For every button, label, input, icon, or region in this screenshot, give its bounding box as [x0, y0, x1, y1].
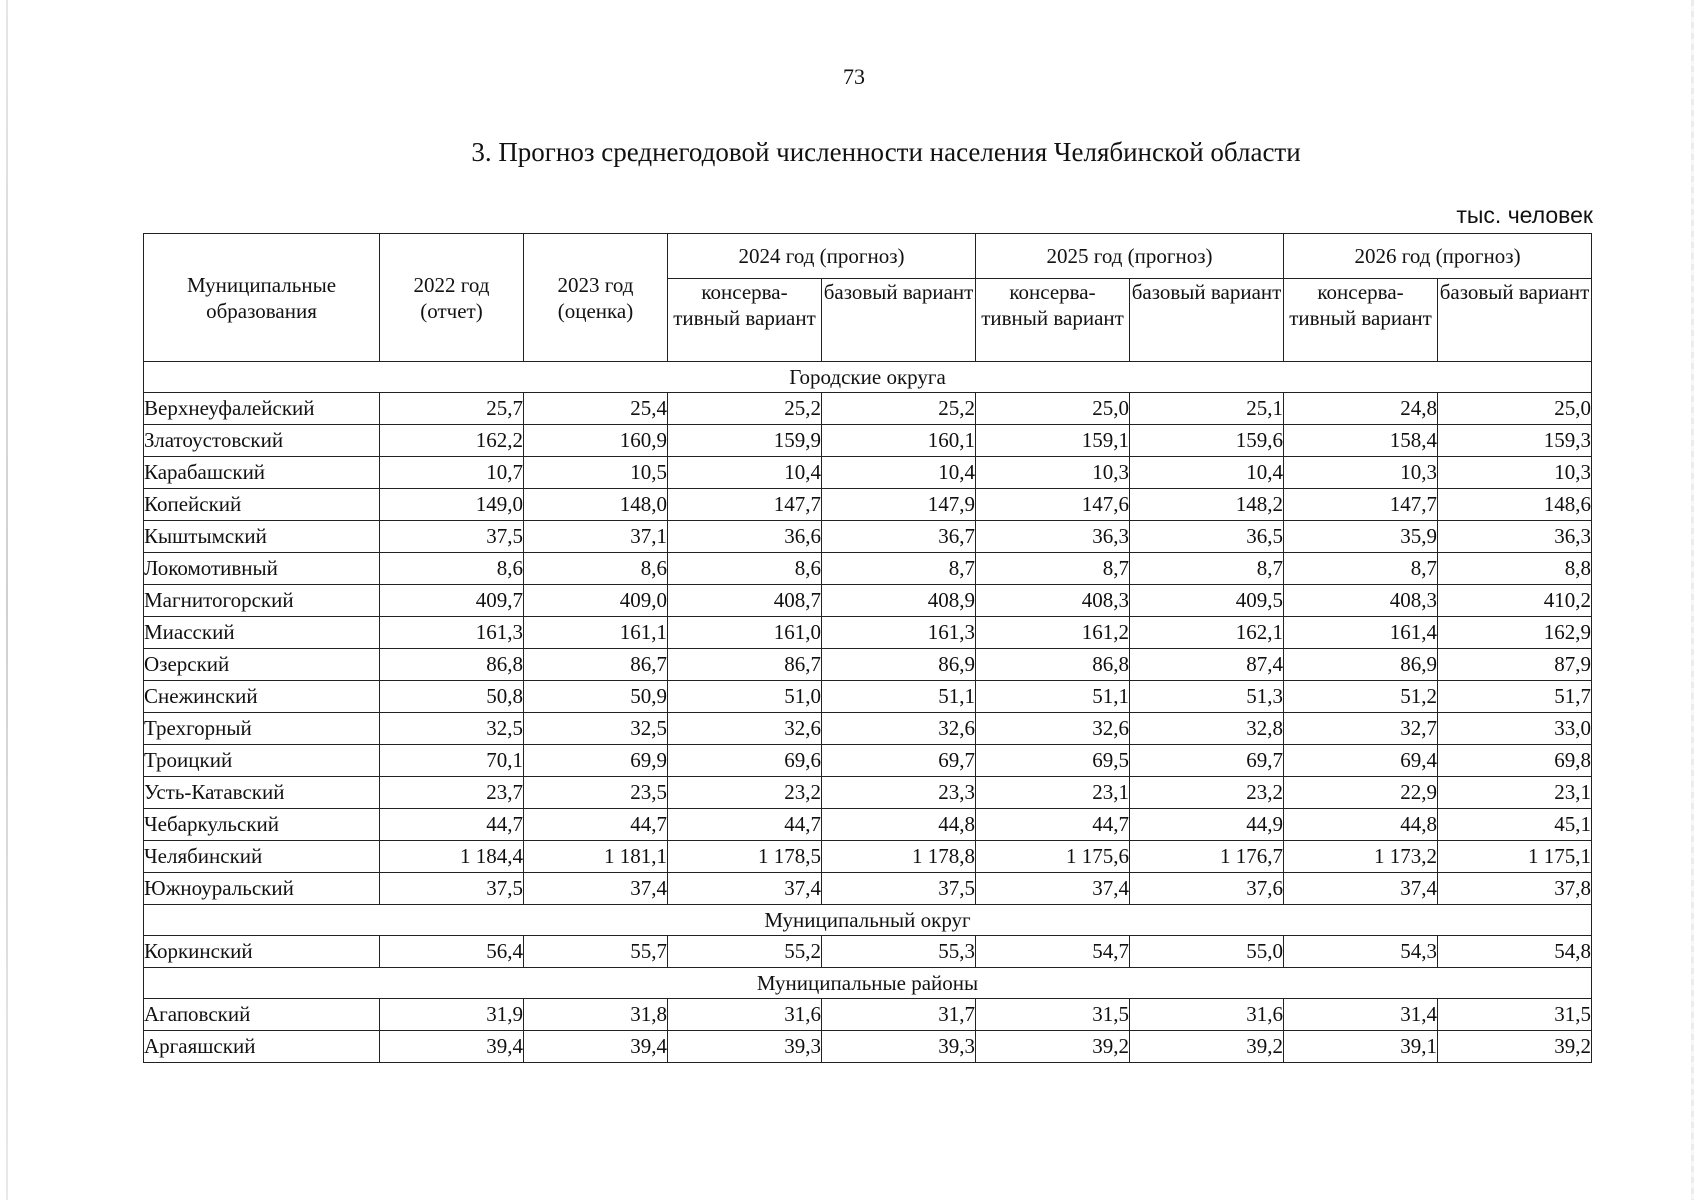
- value-cell: 24,8: [1284, 393, 1438, 425]
- value-cell: 51,0: [668, 681, 822, 713]
- value-cell: 86,7: [668, 649, 822, 681]
- value-cell: 33,0: [1438, 713, 1592, 745]
- table-row: [144, 585, 1592, 617]
- value-cell: 8,7: [1130, 553, 1284, 585]
- value-cell: 10,4: [822, 457, 976, 489]
- value-cell: 147,9: [822, 489, 976, 521]
- value-cell: 36,3: [976, 521, 1130, 553]
- municipality-name: Аргаяшский: [144, 1031, 380, 1063]
- header-municipal: Муниципальные образования: [144, 234, 380, 362]
- scan-edge-left: [6, 0, 8, 1200]
- value-cell: 37,4: [524, 873, 668, 905]
- header-2024-base: базовый вариант: [822, 279, 976, 362]
- header-row-years: [144, 234, 1592, 279]
- value-cell: 161,3: [822, 617, 976, 649]
- value-cell: 409,0: [524, 585, 668, 617]
- municipality-name: Златоустовский: [144, 425, 380, 457]
- value-cell: 39,4: [524, 1031, 668, 1063]
- value-cell: 159,9: [668, 425, 822, 457]
- municipality-name: Усть-Катавский: [144, 777, 380, 809]
- value-cell: 1 178,8: [822, 841, 976, 873]
- value-cell: 161,3: [380, 617, 524, 649]
- table-row: [144, 521, 1592, 553]
- population-forecast-table: [143, 233, 1592, 1063]
- table-body: [144, 362, 1592, 1063]
- value-cell: 25,0: [1438, 393, 1592, 425]
- value-cell: 44,7: [524, 809, 668, 841]
- value-cell: 86,8: [976, 649, 1130, 681]
- value-cell: 32,5: [380, 713, 524, 745]
- value-cell: 147,6: [976, 489, 1130, 521]
- value-cell: 25,1: [1130, 393, 1284, 425]
- value-cell: 160,9: [524, 425, 668, 457]
- value-cell: 159,6: [1130, 425, 1284, 457]
- header-2022: 2022 год (отчет): [380, 234, 524, 362]
- table-row: [144, 681, 1592, 713]
- value-cell: 161,4: [1284, 617, 1438, 649]
- value-cell: 51,1: [822, 681, 976, 713]
- municipality-name: Кыштымский: [144, 521, 380, 553]
- municipality-name: Троицкий: [144, 745, 380, 777]
- value-cell: 10,7: [380, 457, 524, 489]
- value-cell: 148,2: [1130, 489, 1284, 521]
- value-cell: 55,3: [822, 936, 976, 968]
- value-cell: 86,9: [822, 649, 976, 681]
- value-cell: 162,2: [380, 425, 524, 457]
- value-cell: 160,1: [822, 425, 976, 457]
- value-cell: 1 176,7: [1130, 841, 1284, 873]
- value-cell: 69,5: [976, 745, 1130, 777]
- value-cell: 23,1: [1438, 777, 1592, 809]
- value-cell: 70,1: [380, 745, 524, 777]
- section-title: Муниципальный округ: [144, 905, 1592, 936]
- value-cell: 39,2: [976, 1031, 1130, 1063]
- value-cell: 55,2: [668, 936, 822, 968]
- municipality-name: Карабашский: [144, 457, 380, 489]
- value-cell: 32,7: [1284, 713, 1438, 745]
- value-cell: 8,6: [524, 553, 668, 585]
- value-cell: 10,3: [1438, 457, 1592, 489]
- value-cell: 86,8: [380, 649, 524, 681]
- section-title: Городские округа: [144, 362, 1592, 393]
- value-cell: 36,5: [1130, 521, 1284, 553]
- value-cell: 162,9: [1438, 617, 1592, 649]
- table-row: [144, 745, 1592, 777]
- value-cell: 39,3: [822, 1031, 976, 1063]
- table-row: [144, 777, 1592, 809]
- municipality-name: Южноуральский: [144, 873, 380, 905]
- value-cell: 37,4: [668, 873, 822, 905]
- value-cell: 10,4: [668, 457, 822, 489]
- value-cell: 8,8: [1438, 553, 1592, 585]
- value-cell: 37,1: [524, 521, 668, 553]
- value-cell: 8,6: [380, 553, 524, 585]
- value-cell: 39,4: [380, 1031, 524, 1063]
- value-cell: 158,4: [1284, 425, 1438, 457]
- value-cell: 36,7: [822, 521, 976, 553]
- value-cell: 31,8: [524, 999, 668, 1031]
- municipality-name: Челябинский: [144, 841, 380, 873]
- table-row: [144, 1031, 1592, 1063]
- value-cell: 44,7: [380, 809, 524, 841]
- municipality-name: Магнитогорский: [144, 585, 380, 617]
- value-cell: 23,2: [1130, 777, 1284, 809]
- municipality-name: Озерский: [144, 649, 380, 681]
- value-cell: 55,7: [524, 936, 668, 968]
- value-cell: 8,7: [976, 553, 1130, 585]
- value-cell: 10,3: [1284, 457, 1438, 489]
- value-cell: 32,6: [668, 713, 822, 745]
- value-cell: 23,3: [822, 777, 976, 809]
- value-cell: 408,3: [1284, 585, 1438, 617]
- value-cell: 87,9: [1438, 649, 1592, 681]
- value-cell: 408,3: [976, 585, 1130, 617]
- table-header: [144, 234, 1592, 362]
- table-row: [144, 999, 1592, 1031]
- value-cell: 22,9: [1284, 777, 1438, 809]
- value-cell: 162,1: [1130, 617, 1284, 649]
- value-cell: 50,8: [380, 681, 524, 713]
- value-cell: 69,7: [1130, 745, 1284, 777]
- header-2025-base: базовый вариант: [1130, 279, 1284, 362]
- value-cell: 10,5: [524, 457, 668, 489]
- municipality-name: Чебаркульский: [144, 809, 380, 841]
- value-cell: 86,7: [524, 649, 668, 681]
- section-row: [144, 905, 1592, 936]
- page-number: 73: [843, 64, 865, 89]
- value-cell: 148,6: [1438, 489, 1592, 521]
- header-2024-conservative: консерва-тивный вариант: [668, 279, 822, 362]
- value-cell: 148,0: [524, 489, 668, 521]
- value-cell: 51,7: [1438, 681, 1592, 713]
- value-cell: 37,6: [1130, 873, 1284, 905]
- value-cell: 44,8: [822, 809, 976, 841]
- value-cell: 51,3: [1130, 681, 1284, 713]
- value-cell: 69,6: [668, 745, 822, 777]
- value-cell: 159,3: [1438, 425, 1592, 457]
- value-cell: 10,4: [1130, 457, 1284, 489]
- value-cell: 32,6: [822, 713, 976, 745]
- value-cell: 1 173,2: [1284, 841, 1438, 873]
- value-cell: 1 175,1: [1438, 841, 1592, 873]
- value-cell: 31,6: [668, 999, 822, 1031]
- value-cell: 37,4: [1284, 873, 1438, 905]
- value-cell: 37,5: [380, 521, 524, 553]
- value-cell: 37,4: [976, 873, 1130, 905]
- value-cell: 25,4: [524, 393, 668, 425]
- value-cell: 409,5: [1130, 585, 1284, 617]
- units-label: тыс. человек: [1456, 202, 1593, 228]
- value-cell: 56,4: [380, 936, 524, 968]
- header-2026: 2026 год (прогноз): [1284, 234, 1592, 279]
- value-cell: 51,1: [976, 681, 1130, 713]
- value-cell: 8,7: [1284, 553, 1438, 585]
- table-row: [144, 713, 1592, 745]
- header-2025-conservative: консерва-тивный вариант: [976, 279, 1130, 362]
- table-row: [144, 393, 1592, 425]
- table-row: [144, 936, 1592, 968]
- value-cell: 23,1: [976, 777, 1130, 809]
- value-cell: 87,4: [1130, 649, 1284, 681]
- value-cell: 31,7: [822, 999, 976, 1031]
- table-row: [144, 617, 1592, 649]
- value-cell: 8,7: [822, 553, 976, 585]
- value-cell: 35,9: [1284, 521, 1438, 553]
- value-cell: 54,3: [1284, 936, 1438, 968]
- value-cell: 1 178,5: [668, 841, 822, 873]
- value-cell: 31,5: [976, 999, 1130, 1031]
- header-2026-conservative: консерва-тивный вариант: [1284, 279, 1438, 362]
- value-cell: 55,0: [1130, 936, 1284, 968]
- value-cell: 39,2: [1130, 1031, 1284, 1063]
- value-cell: 39,1: [1284, 1031, 1438, 1063]
- header-2023: 2023 год (оценка): [524, 234, 668, 362]
- value-cell: 10,3: [976, 457, 1130, 489]
- value-cell: 32,6: [976, 713, 1130, 745]
- value-cell: 1 175,6: [976, 841, 1130, 873]
- value-cell: 37,8: [1438, 873, 1592, 905]
- value-cell: 31,9: [380, 999, 524, 1031]
- header-2025: 2025 год (прогноз): [976, 234, 1284, 279]
- value-cell: 51,2: [1284, 681, 1438, 713]
- value-cell: 50,9: [524, 681, 668, 713]
- municipality-name: Агаповский: [144, 999, 380, 1031]
- value-cell: 54,8: [1438, 936, 1592, 968]
- value-cell: 32,8: [1130, 713, 1284, 745]
- section-row: [144, 362, 1592, 393]
- value-cell: 161,0: [668, 617, 822, 649]
- value-cell: 37,5: [822, 873, 976, 905]
- value-cell: 69,8: [1438, 745, 1592, 777]
- value-cell: 409,7: [380, 585, 524, 617]
- value-cell: 25,7: [380, 393, 524, 425]
- value-cell: 23,2: [668, 777, 822, 809]
- value-cell: 149,0: [380, 489, 524, 521]
- value-cell: 36,6: [668, 521, 822, 553]
- municipality-name: Трехгорный: [144, 713, 380, 745]
- header-2026-base: базовый вариант: [1438, 279, 1592, 362]
- value-cell: 54,7: [976, 936, 1130, 968]
- value-cell: 147,7: [1284, 489, 1438, 521]
- value-cell: 32,5: [524, 713, 668, 745]
- value-cell: 159,1: [976, 425, 1130, 457]
- value-cell: 39,3: [668, 1031, 822, 1063]
- table-row: [144, 809, 1592, 841]
- table-row: [144, 457, 1592, 489]
- value-cell: 25,2: [668, 393, 822, 425]
- document-title: 3. Прогноз среднегодовой численности населения Челябинской области: [471, 137, 1301, 167]
- table-row: [144, 841, 1592, 873]
- value-cell: 1 181,1: [524, 841, 668, 873]
- value-cell: 408,9: [822, 585, 976, 617]
- value-cell: 1 184,4: [380, 841, 524, 873]
- value-cell: 25,2: [822, 393, 976, 425]
- value-cell: 25,0: [976, 393, 1130, 425]
- municipality-name: Снежинский: [144, 681, 380, 713]
- value-cell: 31,6: [1130, 999, 1284, 1031]
- value-cell: 147,7: [668, 489, 822, 521]
- value-cell: 161,1: [524, 617, 668, 649]
- value-cell: 45,1: [1438, 809, 1592, 841]
- scan-edge-right: [1691, 0, 1694, 1200]
- value-cell: 86,9: [1284, 649, 1438, 681]
- value-cell: 8,6: [668, 553, 822, 585]
- value-cell: 161,2: [976, 617, 1130, 649]
- municipality-name: Копейский: [144, 489, 380, 521]
- table-row: [144, 425, 1592, 457]
- municipality-name: Коркинский: [144, 936, 380, 968]
- value-cell: 23,7: [380, 777, 524, 809]
- value-cell: 44,9: [1130, 809, 1284, 841]
- municipality-name: Верхнеуфалейский: [144, 393, 380, 425]
- value-cell: 69,7: [822, 745, 976, 777]
- table-row: [144, 489, 1592, 521]
- value-cell: 39,2: [1438, 1031, 1592, 1063]
- table-row: [144, 553, 1592, 585]
- value-cell: 44,7: [668, 809, 822, 841]
- municipality-name: Локомотивный: [144, 553, 380, 585]
- value-cell: 408,7: [668, 585, 822, 617]
- value-cell: 36,3: [1438, 521, 1592, 553]
- value-cell: 44,8: [1284, 809, 1438, 841]
- value-cell: 23,5: [524, 777, 668, 809]
- value-cell: 69,4: [1284, 745, 1438, 777]
- municipality-name: Миасский: [144, 617, 380, 649]
- table-row: [144, 649, 1592, 681]
- section-row: [144, 968, 1592, 999]
- value-cell: 31,4: [1284, 999, 1438, 1031]
- value-cell: 44,7: [976, 809, 1130, 841]
- value-cell: 37,5: [380, 873, 524, 905]
- value-cell: 31,5: [1438, 999, 1592, 1031]
- table-row: [144, 873, 1592, 905]
- value-cell: 69,9: [524, 745, 668, 777]
- value-cell: 410,2: [1438, 585, 1592, 617]
- section-title: Муниципальные районы: [144, 968, 1592, 999]
- header-2024: 2024 год (прогноз): [668, 234, 976, 279]
